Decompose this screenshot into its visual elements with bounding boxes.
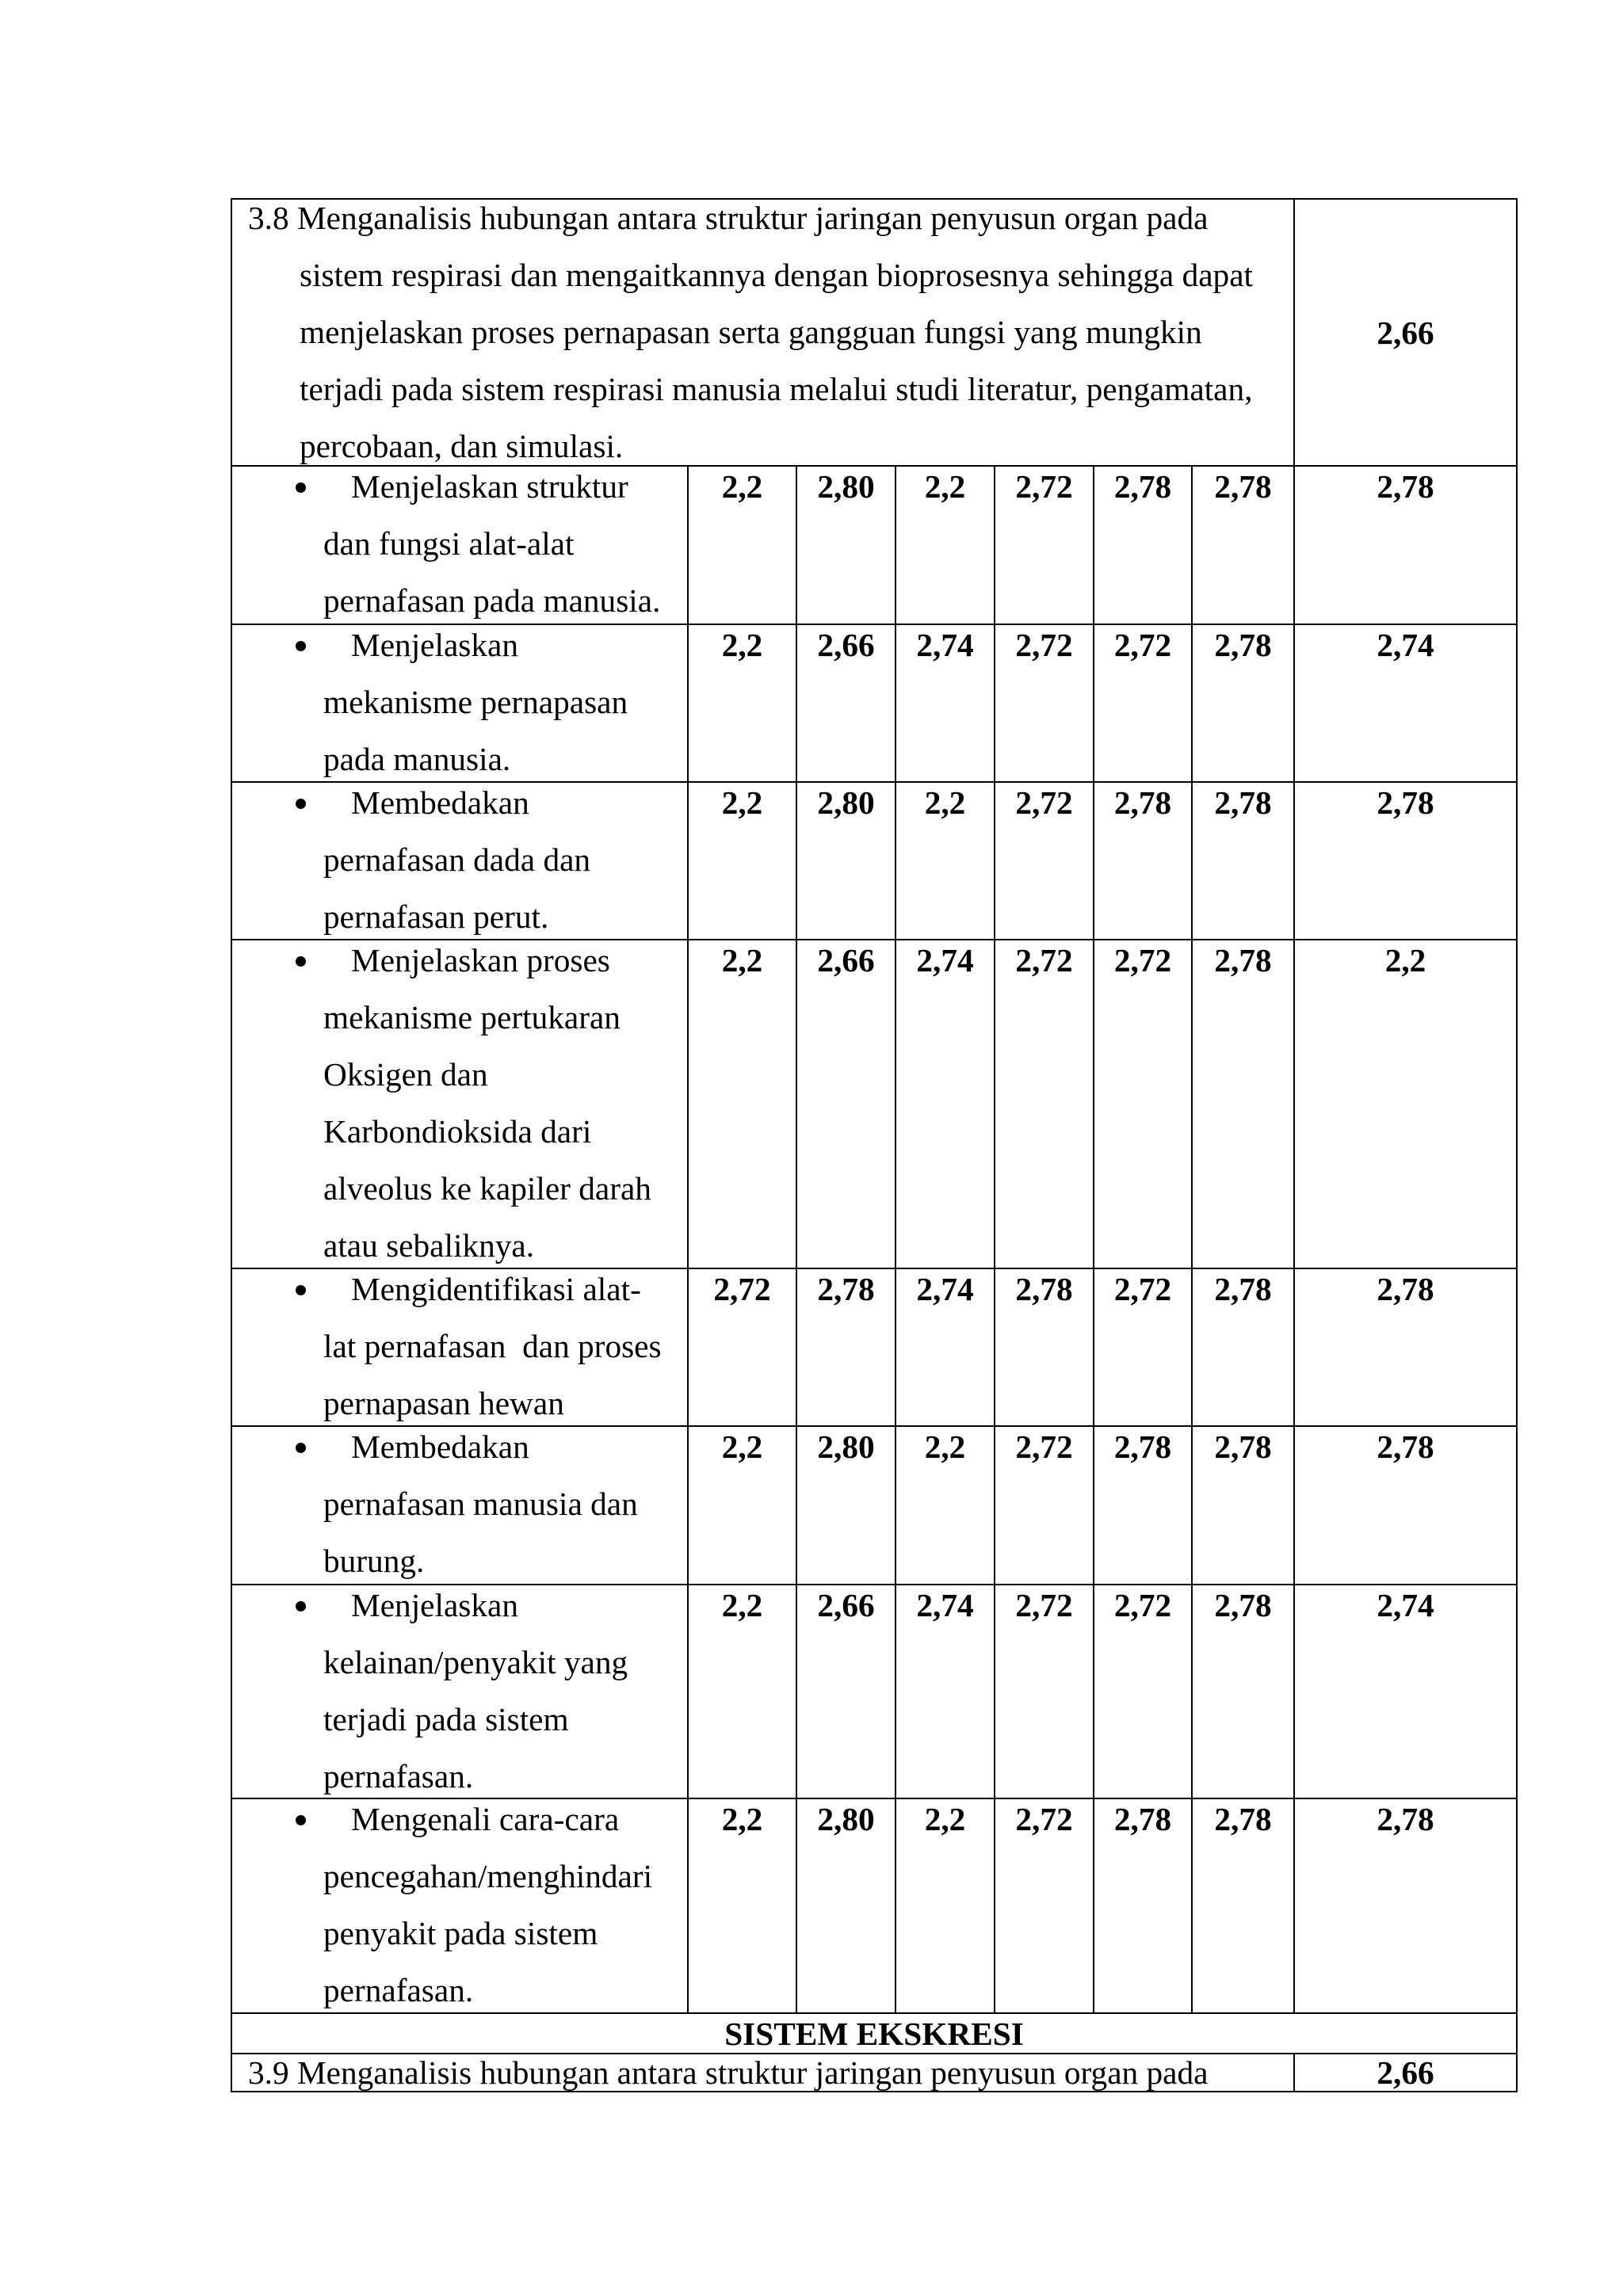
score-cell xyxy=(1093,1798,1193,2014)
bullet-icon xyxy=(296,482,306,493)
score-value: 2,2 xyxy=(721,942,763,978)
score-cell xyxy=(895,1268,995,1427)
score-cell xyxy=(1093,465,1193,625)
competency-text-line: percobaan, dan simulasi. xyxy=(300,428,624,464)
indicator-description-cell xyxy=(231,624,689,783)
score-value: 2,72 xyxy=(1113,1587,1172,1623)
score-value: 2,74 xyxy=(916,627,974,663)
indicator-row xyxy=(0,1585,1623,1798)
score-cell xyxy=(994,465,1094,625)
score-cell xyxy=(994,624,1094,783)
score-cell xyxy=(1191,781,1295,940)
indicator-text-line: pada manusia. xyxy=(323,741,511,777)
score-value: 2,78 xyxy=(1377,1428,1434,1465)
indicator-text-line: dan fungsi alat-alat xyxy=(323,525,575,562)
indicator-text-line: Menjelaskan xyxy=(351,627,519,663)
score-value: 2,2 xyxy=(721,784,763,821)
score-value: 2,2 xyxy=(1384,942,1426,978)
score-cell xyxy=(1191,1798,1295,2014)
competency-score-cell xyxy=(1293,2053,1518,2092)
competency-score-value: 2,66 xyxy=(1377,2054,1434,2091)
indicator-text-line: Oksigen dan xyxy=(323,1056,488,1093)
score-value: 2,78 xyxy=(1377,1801,1434,1837)
score-cell xyxy=(895,939,995,1269)
score-value: 2,78 xyxy=(1214,1428,1272,1465)
score-value: 2,2 xyxy=(721,1801,763,1837)
score-value: 2,74 xyxy=(1377,627,1434,663)
competency-row-3-9 xyxy=(0,2054,1623,2092)
score-value: 2,74 xyxy=(916,1271,974,1307)
score-cell xyxy=(687,1584,797,1799)
competency-score-value: 2,66 xyxy=(1377,314,1434,351)
score-cell xyxy=(1293,1584,1518,1799)
score-value: 2,80 xyxy=(817,468,875,505)
score-value: 2,78 xyxy=(1214,1801,1272,1837)
indicator-text-line: pernafasan. xyxy=(323,1758,474,1794)
competency-score-cell xyxy=(1293,198,1518,467)
score-cell xyxy=(895,1584,995,1799)
indicator-text-line: pernafasan. xyxy=(323,1972,474,2008)
bullet-icon xyxy=(296,1443,306,1453)
score-value: 2,78 xyxy=(1214,1271,1272,1307)
indicator-text-line: Menjelaskan struktur xyxy=(351,468,628,505)
score-cell xyxy=(1093,781,1193,940)
score-cell xyxy=(1191,1268,1295,1427)
score-cell xyxy=(1293,939,1518,1269)
score-value: 2,2 xyxy=(721,468,763,505)
indicator-description-cell xyxy=(231,1798,689,2014)
score-cell xyxy=(796,939,896,1269)
score-cell xyxy=(1191,624,1295,783)
score-value: 2,72 xyxy=(1015,784,1073,821)
score-cell xyxy=(1191,465,1295,625)
indicator-text-line: burung. xyxy=(323,1543,425,1579)
score-cell xyxy=(1093,1425,1193,1585)
section-title: SISTEM EKSKRESI xyxy=(724,2015,1024,2052)
score-cell xyxy=(895,1425,995,1585)
indicator-text-line: mekanisme pernapasan xyxy=(323,684,628,720)
indicator-row xyxy=(0,1426,1623,1585)
score-value: 2,72 xyxy=(1113,1271,1172,1307)
indicator-text-line: Karbondioksida dari xyxy=(323,1113,592,1150)
indicator-text-line: Menjelaskan proses xyxy=(351,942,610,978)
indicator-description-cell xyxy=(231,1268,689,1427)
indicator-text-line: alveolus ke kapiler darah xyxy=(323,1170,651,1207)
score-value: 2,66 xyxy=(817,627,875,663)
score-value: 2,80 xyxy=(817,1801,875,1837)
competency-text-line: 3.9 Menganalisis hubungan antara struktur jaringan penyusun organ pada xyxy=(248,2054,1209,2091)
score-cell xyxy=(796,1584,896,1799)
score-cell xyxy=(1293,465,1518,625)
bullet-icon xyxy=(296,641,306,651)
score-value: 2,80 xyxy=(817,784,875,821)
score-value: 2,2 xyxy=(924,1801,966,1837)
bullet-icon xyxy=(296,799,306,809)
score-cell xyxy=(1191,939,1295,1269)
score-value: 2,78 xyxy=(1214,468,1272,505)
score-cell xyxy=(1293,1268,1518,1427)
indicator-text-line: mekanisme pertukaran xyxy=(323,999,621,1035)
indicator-text-line: pencegahan/menghindari xyxy=(323,1858,653,1894)
score-cell xyxy=(687,939,797,1269)
score-value: 2,2 xyxy=(721,1587,763,1623)
indicator-text-line: atau sebaliknya. xyxy=(323,1227,535,1264)
indicator-description-cell xyxy=(231,1425,689,1585)
bullet-icon xyxy=(296,1601,306,1611)
score-value: 2,72 xyxy=(1015,468,1073,505)
competency-text-line: 3.8 Menganalisis hubungan antara struktur jaringan penyusun organ pada xyxy=(248,200,1209,236)
score-value: 2,78 xyxy=(1377,1271,1434,1307)
score-value: 2,78 xyxy=(1113,1801,1172,1837)
score-cell xyxy=(796,1425,896,1585)
score-cell xyxy=(895,781,995,940)
indicator-text-line: Membedakan xyxy=(351,784,529,821)
score-cell xyxy=(1293,624,1518,783)
score-value: 2,66 xyxy=(817,1587,875,1623)
indicator-description-cell xyxy=(231,939,689,1269)
score-cell xyxy=(687,1798,797,2014)
score-cell xyxy=(687,1268,797,1427)
score-cell xyxy=(1293,781,1518,940)
score-cell xyxy=(994,1268,1094,1427)
indicator-description-cell xyxy=(231,465,689,625)
score-cell xyxy=(1293,1425,1518,1585)
score-cell xyxy=(1293,1798,1518,2014)
indicator-text-line: pernafasan perut. xyxy=(323,898,549,935)
indicator-text-line: pernafasan pada manusia. xyxy=(323,582,661,619)
score-cell xyxy=(895,465,995,625)
score-cell xyxy=(994,939,1094,1269)
score-value: 2,72 xyxy=(1113,942,1172,978)
score-cell xyxy=(1093,624,1193,783)
score-cell xyxy=(1191,1425,1295,1585)
score-value: 2,72 xyxy=(1015,1801,1073,1837)
bullet-icon xyxy=(296,1815,306,1825)
score-cell xyxy=(687,465,797,625)
indicator-description-cell xyxy=(231,1584,689,1799)
score-value: 2,78 xyxy=(1214,627,1272,663)
indicator-row xyxy=(0,782,1623,940)
competency-row-3-8 xyxy=(0,199,1623,466)
score-value: 2,78 xyxy=(817,1271,875,1307)
score-value: 2,74 xyxy=(916,942,974,978)
indicator-text-line: Membedakan xyxy=(351,1428,529,1465)
score-value: 2,72 xyxy=(713,1271,771,1307)
score-value: 2,78 xyxy=(1214,942,1272,978)
indicator-text-line: pernafasan manusia dan xyxy=(323,1486,638,1522)
indicator-row xyxy=(0,624,1623,782)
score-value: 2,80 xyxy=(817,1428,875,1465)
score-value: 2,2 xyxy=(924,1428,966,1465)
score-value: 2,72 xyxy=(1015,627,1073,663)
score-cell xyxy=(1093,1268,1193,1427)
score-value: 2,2 xyxy=(721,1428,763,1465)
score-cell xyxy=(1191,1584,1295,1799)
indicator-row xyxy=(0,940,1623,1268)
indicator-text-line: terjadi pada sistem xyxy=(323,1701,569,1737)
indicator-text-line: Menjelaskan xyxy=(351,1587,519,1623)
score-value: 2,74 xyxy=(1377,1587,1434,1623)
indicator-text-line: pernafasan dada dan xyxy=(323,841,591,878)
score-cell xyxy=(895,1798,995,2014)
indicator-description-cell xyxy=(231,781,689,940)
indicator-text-line: pernapasan hewan xyxy=(323,1385,564,1421)
score-value: 2,78 xyxy=(1015,1271,1073,1307)
competency-description-cell xyxy=(231,2053,1295,2092)
score-value: 2,78 xyxy=(1214,1587,1272,1623)
score-cell xyxy=(796,624,896,783)
score-cell xyxy=(687,781,797,940)
score-cell xyxy=(994,1425,1094,1585)
score-cell xyxy=(687,1425,797,1585)
score-cell xyxy=(994,781,1094,940)
score-value: 2,72 xyxy=(1015,1587,1073,1623)
score-cell xyxy=(1093,939,1193,1269)
indicator-row xyxy=(0,1268,1623,1426)
score-value: 2,66 xyxy=(817,942,875,978)
score-cell xyxy=(796,465,896,625)
score-value: 2,72 xyxy=(1015,942,1073,978)
score-value: 2,2 xyxy=(924,468,966,505)
score-value: 2,72 xyxy=(1015,1428,1073,1465)
score-cell xyxy=(994,1584,1094,1799)
score-cell xyxy=(1093,1584,1193,1799)
score-value: 2,78 xyxy=(1113,784,1172,821)
score-cell xyxy=(895,624,995,783)
competency-text-line: terjadi pada sistem respirasi manusia melalui studi literatur, pengamatan, xyxy=(300,371,1253,407)
indicator-text-line: kelainan/penyakit yang xyxy=(323,1644,628,1680)
indicator-text-line: lat pernafasan dan proses xyxy=(323,1328,662,1364)
score-value: 2,78 xyxy=(1214,784,1272,821)
score-cell xyxy=(687,624,797,783)
competency-description-cell xyxy=(231,198,1295,467)
indicator-text-line: Mengidentifikasi alat- xyxy=(351,1271,641,1307)
score-value: 2,2 xyxy=(721,627,763,663)
bullet-icon xyxy=(296,1285,306,1295)
score-value: 2,78 xyxy=(1113,1428,1172,1465)
score-value: 2,72 xyxy=(1113,627,1172,663)
score-value: 2,74 xyxy=(916,1587,974,1623)
competency-text-line: menjelaskan proses pernapasan serta gangguan fungsi yang mungkin xyxy=(300,314,1202,350)
score-cell xyxy=(994,1798,1094,2014)
score-cell xyxy=(796,1798,896,2014)
bullet-icon xyxy=(296,956,306,967)
score-value: 2,78 xyxy=(1113,468,1172,505)
indicator-row xyxy=(0,466,1623,624)
indicator-text-line: Mengenali cara-cara xyxy=(351,1801,620,1837)
score-cell xyxy=(796,1268,896,1427)
score-value: 2,2 xyxy=(924,784,966,821)
competency-text-line: sistem respirasi dan mengaitkannya dengan bioprosesnya sehingga dapat xyxy=(300,257,1254,293)
score-value: 2,78 xyxy=(1377,468,1434,505)
indicator-row xyxy=(0,1798,1623,2013)
score-value: 2,78 xyxy=(1377,784,1434,821)
score-cell xyxy=(796,781,896,940)
indicator-text-line: penyakit pada sistem xyxy=(323,1915,598,1951)
